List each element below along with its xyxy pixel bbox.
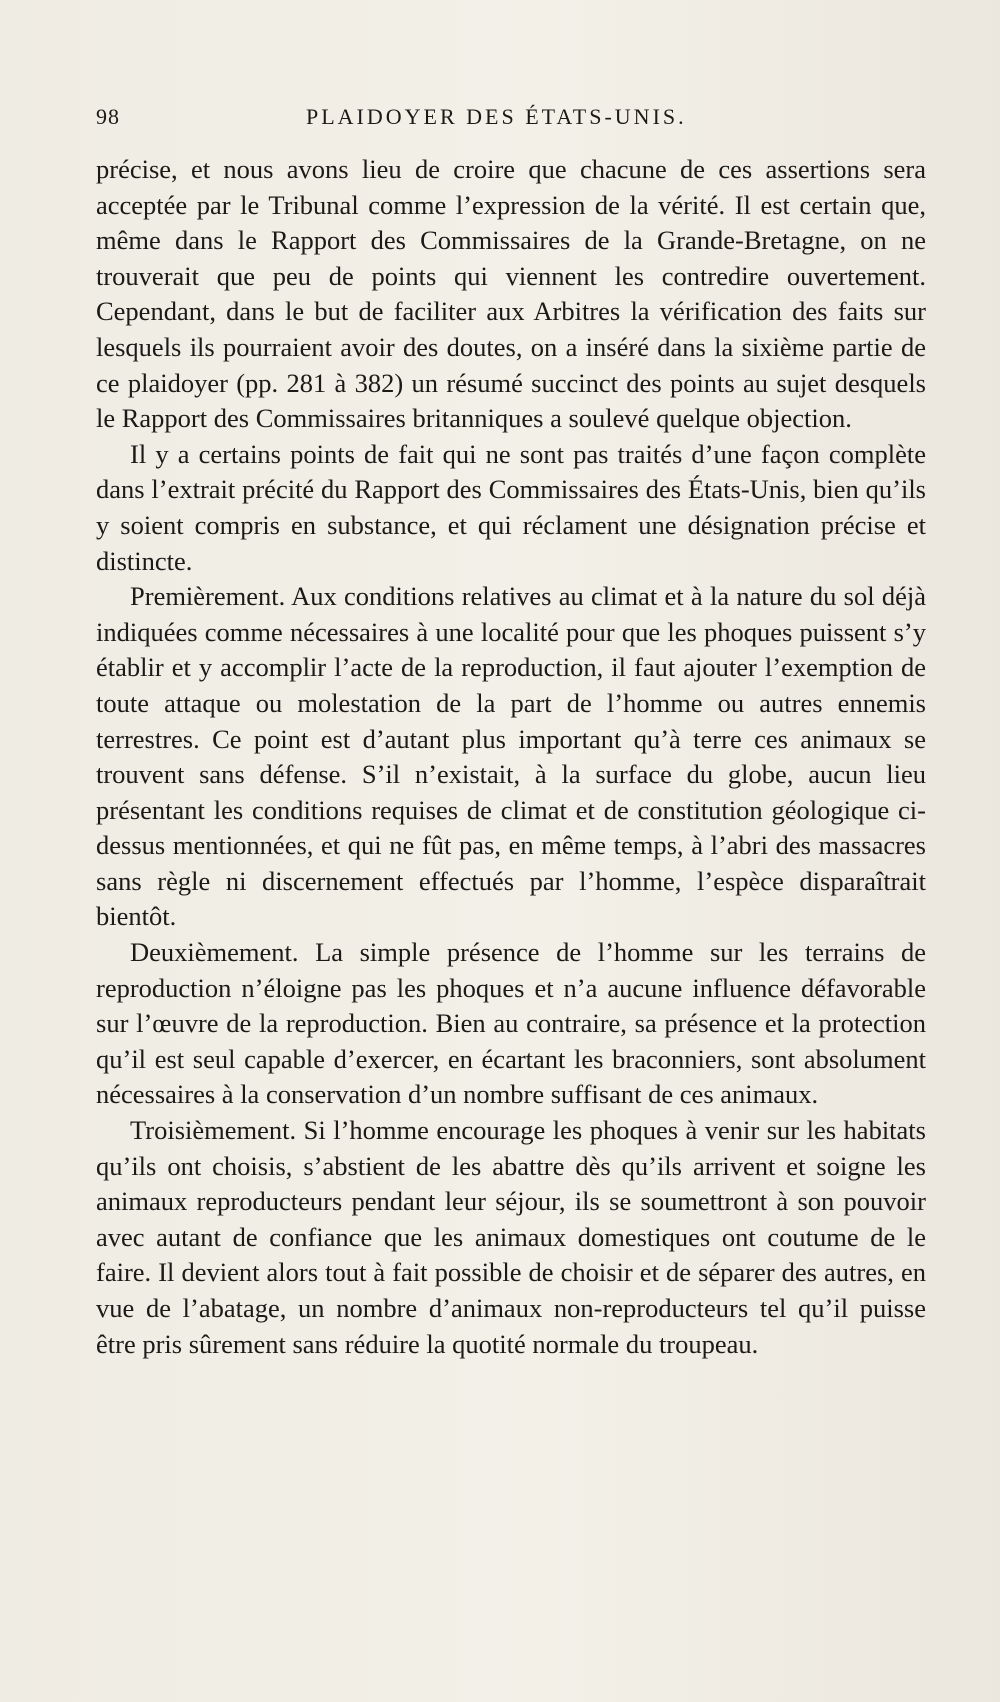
paragraph-points-of-fact: Il y a certains points de fait qui ne sont pas traités d’une façon complète dans l’extrait précité du Rapport des Commissaires des États-Unis, bien qu’ils y soient compris en substance, et qui réclament une désignation précise et distincte. (96, 438, 926, 576)
running-title: PLAIDOYER DES ÉTATS-UNIS. (306, 104, 687, 129)
paragraph-continuation: précise, et nous avons lieu de croire que chacune de ces assertions sera acceptée par le Tribunal comme l’expression de la vérité. Il est certain que, même dans le Rapport des Commissaires de la Grande-Bretagne, on ne trouverait que peu de points qui viennent les contredire ouvertement. Cependant, dans le but de faciliter aux Arbitres la vérification des faits sur lesquels ils pourraient avoir des doutes, on a inséré dans la sixième partie de ce plaidoyer (pp. 281 à 382) un résumé succinct des points au sujet desquels le Rapport des Commissaires britanniques a soulevé quelque objection. (96, 154, 926, 434)
paragraph-troisiemement: Troisièmement. Si l’homme encourage les phoques à venir sur les habitats qu’ils ont choisis, s’abstient de les abattre dès qu’ils arrivent et soigne les animaux reproducteurs pendant leur séjour, ils se soumettront à son pouvoir avec autant de confiance que les animaux domestiques ont coutume de le faire. Il devient alors tout à fait possible de choisir et de séparer des autres, en vue de l’abatage, un nombre d’animaux non-reproducteurs tel qu’il puisse être pris sûrement sans réduire la quotité normale du troupeau. (96, 1115, 926, 1359)
paragraph-deuxiemement: Deuxièmement. La simple présence de l’homme sur les terrains de reproduction n’éloigne pas les phoques et n’a aucune influence défavorable sur l’œuvre de la reproduction. Bien au contraire, sa présence et la protection qu’il est seul capable d’exercer, en écartant les braconniers, sont absolument nécessaires à la conservation d’un nombre suffisant de ces animaux. (96, 937, 926, 1110)
page-number: 98 (96, 104, 120, 129)
page-header (96, 100, 920, 140)
paragraph-premierement: Premièrement. Aux conditions relatives au climat et à la nature du sol déjà indiquées comme nécessaires à une localité pour que les phoques puissent s’y établir et y accomplir l’acte de la reproduction, il faut ajouter l’exemption de toute attaque ou molestation de la part de l’homme ou autres ennemis terrestres. Ce point est d’autant plus important qu’à terre ces animaux se trouvent sans défense. S’il n’existait, à la surface du globe, aucun lieu présentant les conditions requises de climat et de constitution géologique ci-dessus mentionnées, et qui ne fût pas, en même temps, à l’abri des massacres sans règle ni discernement effectués par l’homme, l’espèce disparaîtrait bientôt. (96, 581, 926, 932)
page-body (96, 152, 926, 1362)
